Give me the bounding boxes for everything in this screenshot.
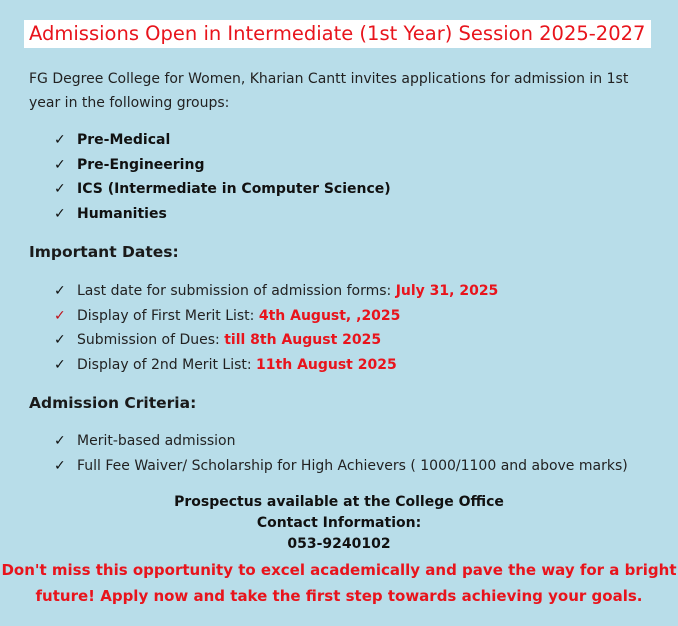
admission-criteria-heading: Admission Criteria: <box>29 394 197 412</box>
criteria-label: Merit-based admission <box>77 433 236 449</box>
important-dates-heading: Important Dates: <box>29 243 179 261</box>
group-item-pre-medical <box>54 128 391 153</box>
date-label: Display of 2nd Merit List: <box>77 356 257 373</box>
check-icon: ✓ <box>54 457 66 474</box>
group-item-ics <box>54 177 391 202</box>
date-item <box>54 304 498 329</box>
group-item-humanities <box>54 202 391 227</box>
date-value: till 8th August 2025 <box>224 332 382 348</box>
check-icon: ✓ <box>54 332 66 348</box>
page-title: Admissions Open in Intermediate (1st Year) Session 2025-2027 <box>29 22 646 45</box>
date-label: Submission of Dues: <box>77 332 225 348</box>
check-icon: ✓ <box>54 181 66 197</box>
check-icon: ✓ <box>54 205 66 222</box>
date-value: July 31, 2025 <box>395 283 499 299</box>
criteria-item <box>54 429 628 454</box>
date-label: Last date for submission of admission forms: <box>77 283 396 299</box>
check-icon: ✓ <box>54 156 66 173</box>
title-banner <box>24 20 651 48</box>
closing-message <box>0 557 678 609</box>
group-label: Pre-Medical <box>77 132 171 148</box>
date-value: 11th August 2025 <box>256 356 397 373</box>
check-icon: ✓ <box>54 283 66 299</box>
groups-list <box>54 128 391 226</box>
date-item <box>54 353 498 378</box>
closing-line-2: future! Apply now and take the first step towards achieving your goals. <box>35 587 643 605</box>
group-label: ICS (Intermediate in Computer Science) <box>77 181 391 197</box>
closing-line-1: Don't miss this opportunity to excel academically and pave the way for a bright <box>1 561 677 579</box>
group-label: Pre-Engineering <box>77 156 205 173</box>
criteria-item <box>54 454 628 479</box>
group-item-pre-engineering <box>54 153 391 178</box>
check-icon: ✓ <box>54 132 66 148</box>
date-label: Display of First Merit List: <box>77 307 259 324</box>
criteria-label: Full Fee Waiver/ Scholarship for High Achievers ( 1000/1100 and above marks) <box>77 457 628 474</box>
check-icon: ✓ <box>54 356 66 373</box>
contact-heading: Contact Information: <box>256 515 422 531</box>
group-label: Humanities <box>77 205 167 222</box>
admission-criteria-list <box>54 429 628 478</box>
check-icon: ✓ <box>54 433 66 449</box>
prospectus-note: Prospectus available at the College Office <box>174 494 504 510</box>
important-dates-list <box>54 279 498 377</box>
intro-paragraph: FG Degree College for Women, Kharian Cantt invites applications for admission in 1st year in the following groups: <box>29 71 629 111</box>
date-value: 4th August, ,2025 <box>258 307 401 324</box>
date-item <box>54 328 498 353</box>
check-icon: ✓ <box>54 307 66 324</box>
contact-phone: 053-9240102 <box>287 536 391 552</box>
date-item <box>54 279 498 304</box>
